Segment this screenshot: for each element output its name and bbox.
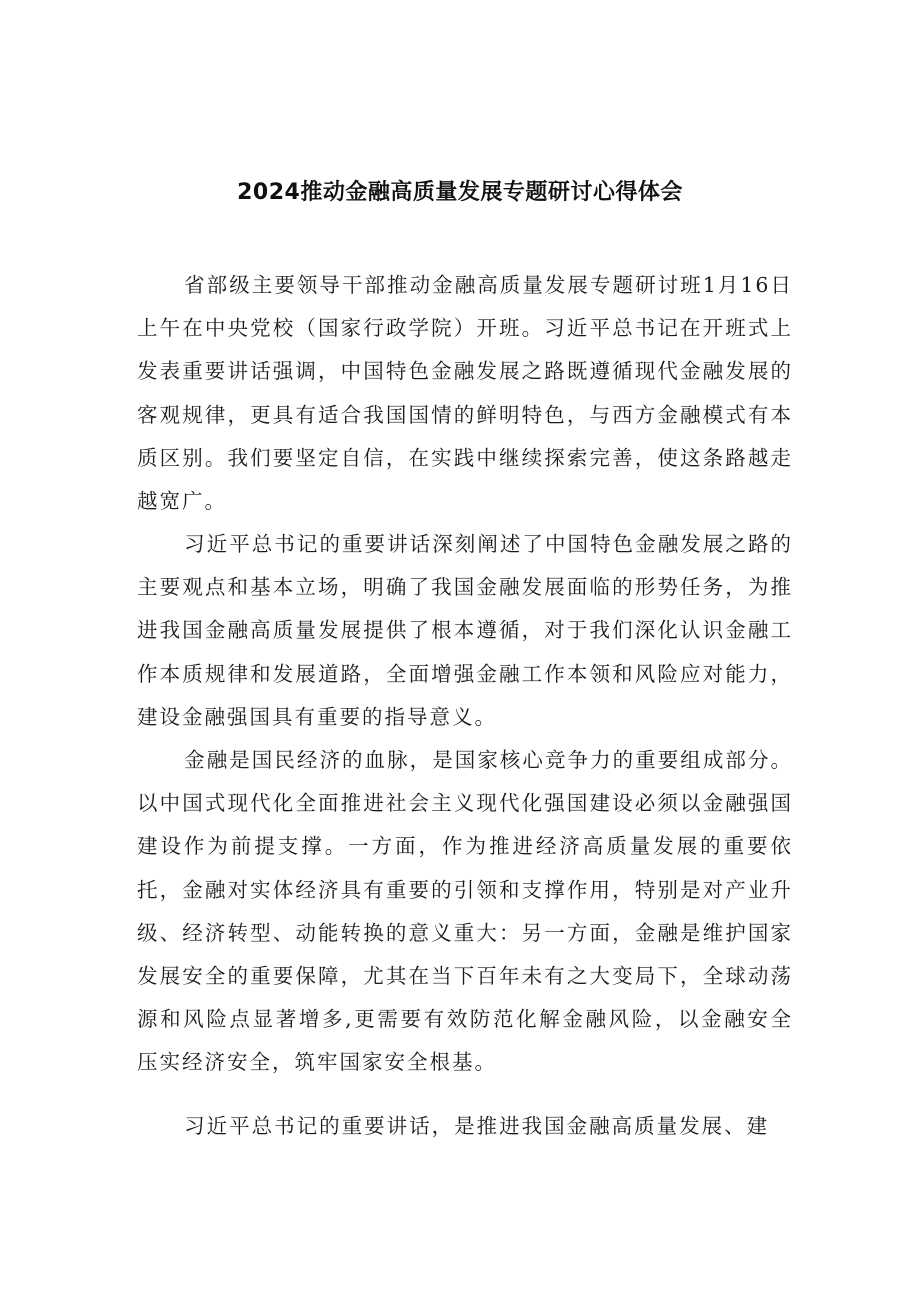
- paragraph-3: 金融是国民经济的血脉，是国家核心竞争力的重要组成部分。以中国式现代化全面推进社会主义现代化强国建设必须以金融强国建设作为前提支撑。一方面，作为推进经济高质量发展的重要依托，金融对实体经济具有重要的引领和支撑作用，特别是对产业升级、经济转型、动能转换的意义重大：另一方面，金融是维护国家发展安全的重要保障，尤其在当下百年未有之大变局下，全球动荡源和风险点显著增多,更需要有效防范化解金融风险，以金融安全压实经济安全，筑牢国家安全根基。: [137, 748, 793, 1075]
- paragraph-1: 省部级主要领导干部推动金融高质量发展专题研讨班1月16日上午在中央党校（国家行政学院）开班。习近平总书记在开班式上发表重要讲话强调，中国特色金融发展之路既遵循现代金融发展的客观规律，更具有适合我国国情的鲜明特色，与西方金融模式有本质区别。我们要坚定自信，在实践中继续探索完善，使这条路越走越宽广。: [137, 273, 793, 514]
- document-title: 2024推动金融高质量发展专题研讨心得体会: [237, 180, 683, 205]
- paragraph-2: 习近平总书记的重要讲话深刻阐述了中国特色金融发展之路的主要观点和基本立场，明确了我国金融发展面临的形势任务，为推进我国金融高质量发展提供了根本遵循，对于我们深化认识金融工作本质规律和发展道路，全面增强金融工作本领和风险应对能力，建设金融强国具有重要的指导意义。: [137, 532, 793, 729]
- paragraph-4: 习近平总书记的重要讲话，是推进我国金融高质量发展、建: [184, 1114, 770, 1138]
